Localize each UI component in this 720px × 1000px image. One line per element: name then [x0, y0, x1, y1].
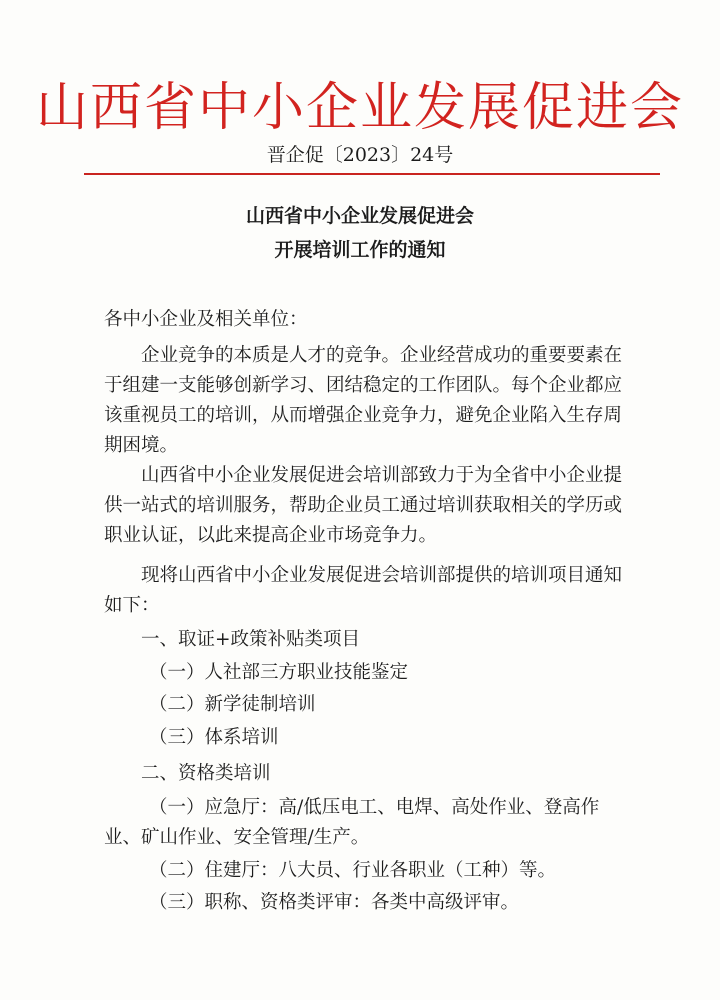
section-1-item-1: （一）人社部三方职业技能鉴定 — [149, 662, 409, 683]
paragraph-3: 现将山西省中小企业发展促进会培训部提供的培训项目通知如下： — [104, 565, 623, 616]
section-heading-2: 二、资格类培训 — [141, 763, 271, 784]
section-1-item-3: （三）体系培训 — [149, 727, 279, 748]
section-heading-1: 一、取证+政策补贴类项目 — [141, 629, 361, 650]
paragraph-2: 山西省中小企业发展促进会培训部致力于为全省中小企业提供一站式的培训服务，帮助企业员工通过培训获取相关的学历或职业认证，以此来提高企业市场竞争力。 — [104, 465, 623, 546]
organization-letterhead: 山西省中小企业发展促进会 — [35, 78, 684, 138]
document-number: 晋企促〔2023〕24号 — [266, 144, 454, 166]
salutation: 各中小企业及相关单位： — [104, 309, 308, 330]
section-2-item-2: （二）住建厅：八大员、行业各职业（工种）等。 — [149, 860, 557, 881]
section-2-item-1: （一）应急厅：高/低压电工、电焊、高处作业、登高作业、矿山作业、安全管理/生产。 — [104, 797, 600, 848]
section-1-item-2: （二）新学徒制培训 — [149, 694, 316, 715]
document-title-line-1: 山西省中小企业发展促进会 — [245, 205, 474, 227]
section-2-item-3: （三）职称、资格类评审：各类中高级评审。 — [149, 892, 520, 913]
red-divider-line — [84, 173, 660, 175]
document-title-line-2: 开展培训工作的通知 — [274, 239, 446, 261]
paragraph-1: 企业竞争的本质是人才的竞争。企业经营成功的重要要素在于组建一支能够创新学习、团结稳定的工作团队。每个企业都应该重视员工的培训，从而增强企业竞争力，避免企业陷入生存周期困境。 — [104, 345, 623, 456]
